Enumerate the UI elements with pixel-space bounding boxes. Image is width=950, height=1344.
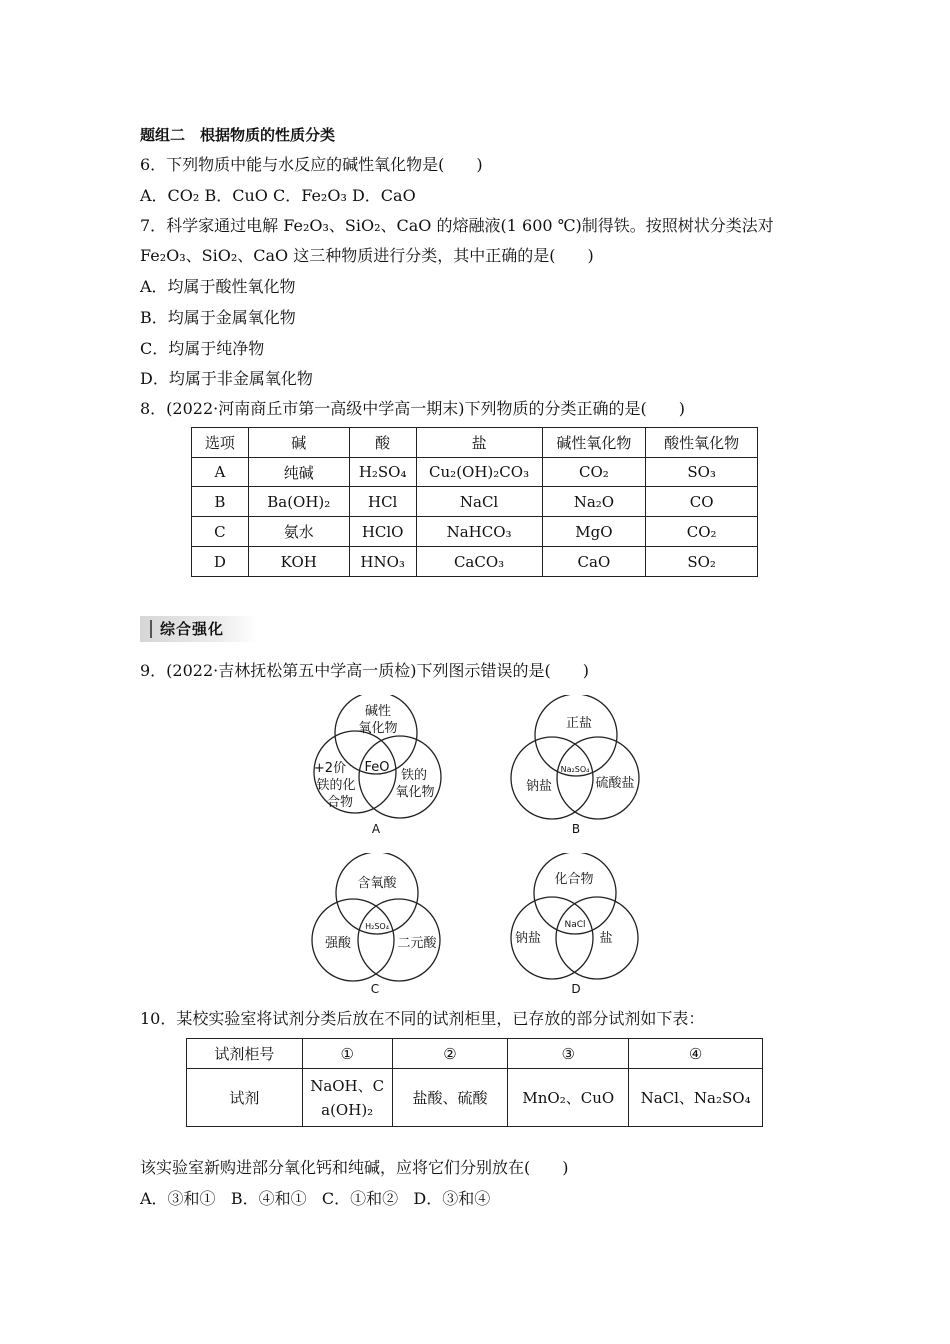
q10-header-cell: ③	[508, 1039, 629, 1069]
venn-d-label: D	[571, 982, 581, 996]
table-cell: HCl	[349, 487, 416, 517]
venn-c-center: H₂SO₄	[365, 922, 389, 931]
table-cell: KOH	[248, 547, 349, 577]
venn-a-right-line2: 氧化物	[395, 785, 435, 800]
q8-header-cell: 选项	[192, 428, 249, 458]
table-cell: SO₂	[646, 547, 758, 577]
q10-header-row	[187, 1039, 763, 1069]
venn-c-top: 含氧酸	[357, 876, 397, 891]
table-cell-line: NaOH、C	[310, 1076, 385, 1095]
venn-a-label: A	[371, 822, 381, 836]
q8-header-cell: 碱	[248, 428, 349, 458]
venn-a-top-line1: 碱性	[364, 704, 392, 719]
q7-stem-line2: Fe₂O₃、SiO₂、CaO 这三种物质进行分类，其中正确的是( )	[140, 246, 594, 265]
venn-circle	[511, 737, 593, 819]
table-cell: MnO₂、CuO	[508, 1069, 629, 1127]
q8-header-cell: 酸性氧化物	[646, 428, 758, 458]
table-cell: Na₂O	[542, 487, 646, 517]
q6-option-c: C．Fe₂O₃	[272, 186, 347, 205]
q10-table	[186, 1038, 763, 1127]
q10-option-d: D．③和④	[413, 1189, 491, 1208]
table-cell: B	[192, 487, 249, 517]
venn-diagram-c	[308, 853, 448, 998]
table-cell: 氨水	[248, 517, 349, 547]
q8-stem: 8．(2022·河南商丘市第一高级中学高一期末)下列物质的分类正确的是( )	[140, 399, 685, 418]
table-row	[192, 487, 758, 517]
table-cell: NaCl	[416, 487, 542, 517]
q7-option-b: B．均属于金属氧化物	[140, 308, 296, 327]
table-cell: C	[192, 517, 249, 547]
table-cell: H₂SO₄	[349, 458, 416, 487]
q10-header-cell: 试剂柜号	[187, 1039, 303, 1069]
table-cell: 盐酸、硫酸	[392, 1069, 508, 1127]
venn-circle	[535, 695, 617, 776]
q10-option-a: A．③和①	[140, 1189, 216, 1208]
q7-option-a: A．均属于酸性氧化物	[140, 277, 296, 296]
table-cell: CO₂	[646, 517, 758, 547]
venn-a-top-line2: 氧化物	[358, 721, 398, 736]
table-cell: Ba(OH)₂	[248, 487, 349, 517]
table-cell: Cu₂(OH)₂CO₃	[416, 458, 542, 487]
q7-option-c: C．均属于纯净物	[140, 339, 265, 358]
venn-b-left: 钠盐	[525, 779, 553, 794]
venn-c-left: 强酸	[324, 936, 352, 951]
q6-stem: 6．下列物质中能与水反应的碱性氧化物是( )	[140, 155, 483, 174]
q8-header-cell: 碱性氧化物	[542, 428, 646, 458]
venn-a-left-line2: 铁的化	[316, 778, 356, 793]
venn-c-right: 二元酸	[397, 936, 437, 951]
table-row	[187, 1069, 763, 1127]
table-row	[192, 547, 758, 577]
venn-b-top: 正盐	[565, 716, 593, 731]
table-cell-line: a(OH)₂	[321, 1100, 374, 1119]
q10-option-c: C．①和②	[321, 1189, 399, 1208]
q10-header-cell: ②	[392, 1039, 508, 1069]
table-row	[192, 517, 758, 547]
section-title: 综合强化	[160, 620, 225, 638]
q6-options	[140, 185, 416, 207]
table-cell: 纯碱	[248, 458, 349, 487]
q10-question: 该实验室新购进部分氧化钙和纯碱，应将它们分别放在( )	[140, 1158, 569, 1177]
venn-d-left: 钠盐	[514, 931, 542, 946]
venn-c-label: C	[370, 982, 380, 996]
section-banner-bar	[150, 620, 152, 638]
table-row	[192, 458, 758, 487]
q6-option-d: D．CaO	[351, 186, 416, 205]
venn-a-left-line1: +2价	[313, 761, 347, 776]
q10-options	[140, 1188, 490, 1210]
table-cell: SO₃	[646, 458, 758, 487]
table-cell: NaHCO₃	[416, 517, 542, 547]
q6-option-b: B．CuO	[204, 186, 268, 205]
q10-option-b: B．④和①	[230, 1189, 307, 1208]
table-cell: HClO	[349, 517, 416, 547]
venn-a-left-line3: 合物	[326, 795, 354, 810]
table-cell: D	[192, 547, 249, 577]
table-cell: CO	[646, 487, 758, 517]
table-cell: CO₂	[542, 458, 646, 487]
q8-header-cell: 酸	[349, 428, 416, 458]
table-cell: NaCl、Na₂SO₄	[629, 1069, 763, 1127]
table-cell: HNO₃	[349, 547, 416, 577]
q8-header-cell: 盐	[416, 428, 542, 458]
table-cell	[302, 1069, 392, 1127]
venn-a-center: FeO	[364, 760, 390, 775]
venn-b-center: Na₂SO₄	[560, 765, 590, 774]
q7-option-d: D．均属于非金属氧化物	[140, 369, 313, 388]
table-cell: A	[192, 458, 249, 487]
q10-header-cell: ④	[629, 1039, 763, 1069]
venn-a-right-line1: 铁的	[400, 768, 428, 783]
venn-circle	[556, 897, 638, 979]
q9-stem: 9．(2022·吉林抚松第五中学高一质检)下列图示错误的是( )	[140, 661, 589, 680]
table-cell: CaO	[542, 547, 646, 577]
venn-d-right: 盐	[599, 931, 613, 946]
table-cell: MgO	[542, 517, 646, 547]
q6-option-a: A．CO₂	[140, 186, 200, 205]
venn-diagram-d	[505, 853, 645, 998]
q7-stem-line1: 7．科学家通过电解 Fe₂O₃、SiO₂、CaO 的熔融液(1 600 ℃)制得铁。按照树状分类法对	[140, 216, 774, 235]
q8-table	[191, 427, 758, 577]
q10-row-label: 试剂	[187, 1069, 303, 1127]
q10-stem: 10．某校实验室将试剂分类后放在不同的试剂柜里，已存放的部分试剂如下表：	[140, 1009, 705, 1028]
q10-header-cell: ①	[302, 1039, 392, 1069]
section-banner	[140, 616, 258, 642]
group-title: 题组二 根据物质的性质分类	[140, 126, 336, 144]
venn-b-right: 硫酸盐	[595, 776, 635, 791]
venn-diagram-a	[308, 695, 448, 840]
table-cell: CaCO₃	[416, 547, 542, 577]
venn-d-center: NaCl	[564, 920, 586, 930]
venn-b-label: B	[571, 822, 581, 836]
venn-d-top: 化合物	[554, 872, 594, 887]
venn-diagram-b	[505, 695, 645, 840]
q8-header-row	[192, 428, 758, 458]
